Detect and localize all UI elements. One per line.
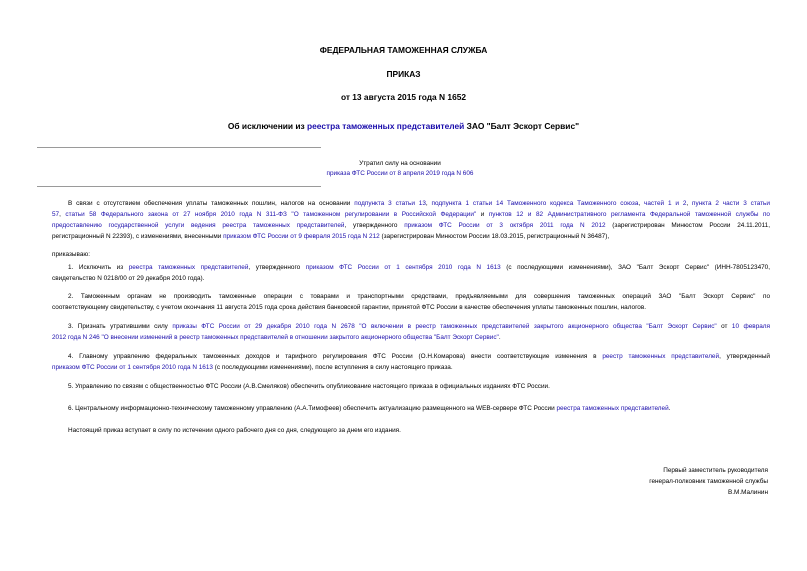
preamble-paragraph: В связи с отсутствием обеспечения уплаты таможенных пошлин, налогов на основании подпункта 3 статьи 13, подпункта 1 статьи 14 Таможенного кодекса Таможенного союза, частей 1 и 2, пункта 2 части 3 статьи 57, статьи 58 Федерального закона от 27 ноября 2010 года N 311-ФЗ "О таможенном регулировании в Российской Федерации" и пунктов 12 и 82 Административного регламента Федеральной таможенной службы по предоставлению государственной услуги ведения реестра таможенных представителей, утвержденного приказом ФТС России от 3 октября 2011 года N 2012 (зарегистрирован Минюстом России 24.11.2011, регистрационный N 22393), с изменениями, внесенными приказом ФТС России от 9 февраля 2015 года N 212 (зарегистрирован Минюстом России 18.03.2015, регистрационный N 36487), xyxy=(52,200,770,240)
notice-top-divider xyxy=(37,147,321,148)
item3-order-246-link[interactable]: 2012 года N 246 "О внесении изменений в реестр таможенных представителей в отношении закрытого акционерного общества "Балт Эскорт Сервис" xyxy=(52,334,499,341)
item3-order-246-link-start[interactable]: 10 февраля xyxy=(731,323,770,330)
link-p2-part3[interactable]: пункта 2 части 3 статьи xyxy=(692,200,770,207)
item4-registry-link[interactable]: реестр таможенных представителей xyxy=(602,353,720,360)
link-parts-1-2[interactable]: частей 1 и 2 xyxy=(644,200,687,207)
link-service-registry[interactable]: предоставлению государственной услуги ведения реестра таможенных представителей xyxy=(52,222,345,229)
link-law-311[interactable]: статьи 58 Федерального закона от 27 ноября 2010 года N 311-ФЗ "О таможенном регулировании в Российской Федерации" xyxy=(65,211,477,218)
link-art14-tk[interactable]: подпункта 1 статьи 14 Таможенного кодекса Таможенного союза xyxy=(431,200,639,207)
item1-registry-link[interactable]: реестра таможенных представителей xyxy=(128,264,249,271)
signature-rank: генерал-полковник таможенной службы xyxy=(649,478,768,485)
item4-order-1613-link[interactable]: приказом ФТС России от 1 сентября 2010 года N 1613 xyxy=(52,364,213,371)
item6-registry-link[interactable]: реестра таможенных представителей xyxy=(556,405,669,412)
date-number-heading: от 13 августа 2015 года N 1652 xyxy=(340,92,467,102)
notice-link-line xyxy=(220,168,580,179)
order-word: приказываю: xyxy=(52,251,90,258)
notice-line: Утратил силу на основании xyxy=(359,160,441,167)
link-order-2012[interactable]: приказом ФТС России от 3 октября 2011 года N 2012 xyxy=(404,222,606,229)
item-4: 4. Главному управлению федеральных таможенных доходов и тарифного регулирования ФТС России (О.Н.Комарова) внести соответствующие изменения в реестр таможенных представителей, утвержденный приказом ФТС России от 1 сентября 2010 года N 1613 (с последующими изменениями), после вступления в силу настоящего приказа. xyxy=(52,353,770,371)
link-reglament-points[interactable]: пунктов 12 и 82 Административного регламента Федеральной таможенной службы по xyxy=(488,211,770,218)
link-art57[interactable]: 57 xyxy=(52,211,60,218)
item-2: 2. Таможенным органам не производить таможенные операции с товарами и транспортными средствами, предъявляемыми для совершения таможенных операций ЗАО "Балт Эскорт Сервис" по соответствующему свидетельству, с учетом окончания 11 августа 2015 года срока действия банковской гарантии, принятой ФТС России в качестве обеспечения уплаты таможенных пошлин, налогов. xyxy=(52,293,770,311)
link-order-212[interactable]: приказом ФТС России от 9 февраля 2015 года N 212 xyxy=(223,233,380,240)
item-1: 1. Исключить из реестра таможенных представителей, утвержденного приказом ФТС России от 1 сентября 2010 года N 1613 (с последующими изменениями), ЗАО "Балт Эскорт Сервис" (ИНН-7805123470, свидетельство N 0218/00 от 29 декабря 2010 года). xyxy=(52,264,770,282)
signature-name: В.М.Малинин xyxy=(727,489,768,496)
closing-paragraph: Настоящий приказ вступает в силу по истечении одного рабочего дня со дня, следующего за днем его издания. xyxy=(68,427,401,434)
item-3: 3. Признать утратившими силу приказы ФТС России от 29 декабря 2010 года N 2678 "О включении в реестр таможенных представителей закрытого акционерного общества "Балт Эскорт Сервис" от 10 февраля 2012 года N 246 "О внесении изменений в реестр таможенных представителей в отношении закрытого акционерного общества "Балт Эскорт Сервис". xyxy=(52,323,770,341)
item-5: 5. Управлению по связям с общественностью ФТС России (А.В.Смеляков) обеспечить опубликование настоящего приказа в официальных изданиях ФТС России. xyxy=(68,383,550,390)
document-title: Об исключении из реестра таможенных представителей ЗАО "Балт Эскорт Сервис" xyxy=(227,121,580,131)
agency-heading: ФЕДЕРАЛЬНАЯ ТАМОЖЕННАЯ СЛУЖБА xyxy=(319,45,488,55)
signature-position: Первый заместитель руководителя xyxy=(663,467,768,474)
notice-bottom-divider xyxy=(37,186,321,187)
doc-type-heading: ПРИКАЗ xyxy=(386,69,421,79)
link-art13[interactable]: подпункта 3 статьи 13 xyxy=(354,200,426,207)
title-registry-link[interactable]: реестра таможенных представителей xyxy=(307,121,465,131)
item3-order-2678-link[interactable]: приказы ФТС России от 29 декабря 2010 года N 2678 "О включении в реестр таможенных представителей закрытого акционерного общества "Балт Эскорт Сервис" xyxy=(172,323,717,330)
item-6: 6. Центральному информационно-техническому таможенному управлению (А.А.Тимофеев) обеспечить актуализацию размещенного на WEB-сервере ФТС России реестра таможенных представителей. xyxy=(68,405,671,412)
item1-order-1613-link[interactable]: приказом ФТС России от 1 сентября 2010 года N 1613 xyxy=(305,264,501,271)
repeal-order-link[interactable]: приказа ФТС России от 8 апреля 2019 года N 606 xyxy=(326,170,474,177)
